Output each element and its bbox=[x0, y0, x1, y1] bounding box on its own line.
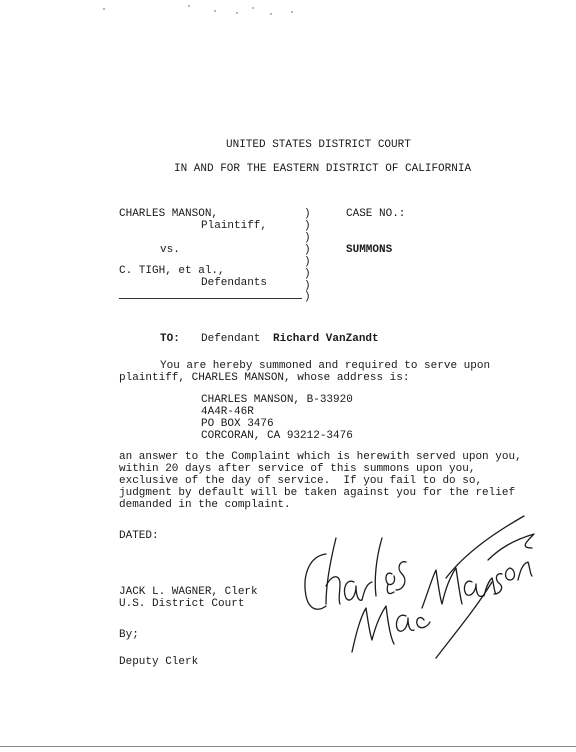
caption-bracket: ) bbox=[304, 280, 311, 292]
defendant-addressee: Richard VanZandt bbox=[273, 333, 379, 345]
clerk-court: U.S. District Court bbox=[119, 598, 245, 610]
caption-bracket: ) bbox=[304, 208, 311, 220]
to-label: TO: bbox=[160, 333, 180, 345]
scan-edge-line bbox=[0, 746, 576, 747]
summons-text: within 20 days after service of this summons upon you, bbox=[119, 463, 476, 475]
caption-bracket: ) bbox=[304, 291, 311, 303]
summons-text: judgment by default will be taken against you for the relief bbox=[119, 487, 516, 499]
plaintiff-name: CHARLES MANSON, bbox=[119, 208, 219, 220]
summons-text: exclusive of the day of service. If you fail to do so, bbox=[119, 475, 483, 487]
address-line: PO BOX 3476 bbox=[201, 418, 274, 430]
court-title: UNITED STATES DISTRICT COURT bbox=[226, 139, 411, 151]
document-type: SUMMONS bbox=[346, 244, 393, 256]
plaintiff-role: Plaintiff, bbox=[201, 220, 268, 232]
by-label: By; bbox=[119, 629, 139, 641]
caption-bracket: ) bbox=[304, 244, 311, 256]
scan-speck bbox=[103, 8, 105, 10]
summons-text: demanded in the complaint. bbox=[119, 499, 291, 511]
to-prefix: Defendant bbox=[201, 333, 261, 345]
dated-label: DATED: bbox=[119, 530, 159, 542]
address-line: CHARLES MANSON, B-33920 bbox=[201, 394, 353, 406]
defendant-role: Defendants bbox=[201, 277, 268, 289]
scan-speck bbox=[214, 10, 216, 12]
deputy-clerk: Deputy Clerk bbox=[119, 656, 199, 668]
scan-speck bbox=[236, 12, 238, 14]
handwritten-signature bbox=[296, 512, 546, 662]
address-line: 4A4R-46R bbox=[201, 406, 254, 418]
court-district: IN AND FOR THE EASTERN DISTRICT OF CALIFORNIA bbox=[174, 163, 472, 175]
versus: vs. bbox=[160, 244, 180, 256]
clerk-name: JACK L. WAGNER, Clerk bbox=[119, 586, 258, 598]
scan-speck bbox=[188, 5, 190, 7]
scan-speck bbox=[252, 7, 254, 9]
address-line: CORCORAN, CA 93212-3476 bbox=[201, 430, 353, 442]
caption-bracket: ) bbox=[304, 268, 311, 280]
defendant-name: C. TIGH, et al., bbox=[119, 265, 225, 277]
summons-text: You are hereby summoned and required to serve upon bbox=[160, 360, 491, 372]
case-number-label: CASE NO.: bbox=[346, 208, 406, 220]
caption-bracket: ) bbox=[304, 232, 311, 244]
caption-underline bbox=[119, 298, 302, 299]
summons-text: an answer to the Complaint which is herewith served upon you, bbox=[119, 451, 522, 463]
scan-speck bbox=[270, 13, 272, 15]
summons-text: plaintiff, CHARLES MANSON, whose address is: bbox=[119, 372, 410, 384]
caption-bracket: ) bbox=[304, 220, 311, 232]
scan-speck bbox=[291, 11, 293, 13]
caption-bracket: ) bbox=[304, 256, 311, 268]
